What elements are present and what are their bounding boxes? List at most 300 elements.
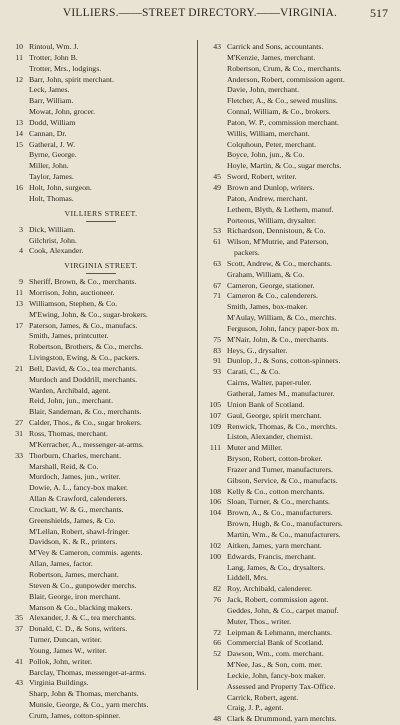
directory-entry: [204, 541, 396, 552]
entry-text: Rintoul, Wm. J.: [29, 42, 79, 51]
directory-entry: [204, 270, 396, 281]
entry-text: Pollok, John, writer.: [29, 656, 93, 666]
entry-text: Union Bank of Scotland.: [227, 399, 305, 409]
entry-text: Davidson, K. & R., printers.: [29, 537, 118, 547]
entry-text: Murdoch and Doddrill, merchants.: [29, 374, 138, 384]
directory-entry: [8, 353, 194, 364]
entry-text: Allan & Crawford, calenderers.: [29, 494, 128, 504]
entry-text: Heys, G., drysalter.: [227, 345, 288, 355]
entry-text: Willis, William, merchant.: [227, 128, 310, 138]
entry-text: Edwards, Francis, merchant.: [227, 551, 316, 561]
street-number: 102: [209, 540, 221, 550]
entry-text: Anderson, Robert, commission agent.: [227, 74, 345, 84]
directory-entry: [204, 649, 396, 660]
directory-entry: [204, 205, 396, 216]
directory-entry: [204, 42, 396, 53]
directory-entry: [8, 494, 194, 505]
street-number: 72: [213, 627, 221, 637]
entry-text: Barr, John, spirit merchant.: [29, 74, 115, 84]
street-number: 83: [213, 345, 221, 355]
directory-entry: [8, 407, 194, 418]
directory-entry: [204, 422, 396, 433]
directory-entry: [8, 386, 194, 397]
entry-text: Crum, James, cotton-spinner.: [29, 710, 121, 720]
directory-entry: [204, 465, 396, 476]
entry-text: Alexander, J. & C., tea merchants.: [29, 613, 137, 623]
entry-text: Gibson, Service, & Co., manufacts.: [227, 475, 338, 485]
entry-text: Liston, Alexander, chemist.: [227, 432, 313, 442]
entry-text: Robertson, Brothers, & Co., merchs.: [29, 342, 144, 352]
street-number: 15: [15, 139, 23, 149]
entry-text: Gatheral, J. W.: [29, 139, 76, 149]
entry-text: Geddes, John, & Co., carpet manuf.: [227, 605, 339, 615]
directory-entry: [8, 310, 194, 321]
directory-entry: [8, 603, 194, 614]
entry-text: Carati, C., & Co.: [227, 367, 281, 377]
directory-entry: [204, 378, 396, 389]
street-number: 106: [209, 497, 221, 507]
directory-entry: [204, 628, 396, 639]
directory-entry: [204, 194, 396, 205]
directory-entry: [8, 364, 194, 375]
entry-text: Trotter, John B.: [29, 52, 78, 62]
street-number: 4: [19, 246, 23, 256]
street-number: 12: [15, 74, 23, 84]
directory-entry: [8, 140, 194, 151]
entry-text: M'Ewing, John, & Co., sugar-brokers.: [29, 309, 148, 319]
heading-rule: [86, 221, 116, 222]
directory-entry: [8, 472, 194, 483]
directory-entry: [204, 454, 396, 465]
entry-text: Livingston, Ewing, & Co., packers.: [29, 353, 140, 363]
entry-text: Fletcher, A., & Co., sewed muslins.: [227, 96, 338, 106]
entry-text: Dawson, Wm., com. merchant.: [227, 649, 324, 659]
street-number: 71: [213, 291, 221, 301]
directory-entry: [8, 689, 194, 700]
entry-text: Dick, William.: [29, 224, 76, 234]
entry-text: Brown, Hugh, & Co., manufacturers.: [227, 519, 343, 529]
entry-text: Clark & Drummond, yarn merchts.: [227, 714, 337, 724]
directory-entry: [204, 216, 396, 227]
street-number: 61: [213, 237, 221, 247]
entry-text: Allan, James, factor.: [29, 559, 93, 569]
entry-text: Frazer and Turner, manufacturers.: [227, 464, 333, 474]
entry-text: Sharp, John & Thomas, merchants.: [29, 689, 139, 699]
street-number: 52: [213, 649, 221, 659]
entry-text: Steven & Co., gunpowder merchs.: [29, 580, 137, 590]
directory-entry: [204, 248, 396, 259]
entry-text: Hoyle, Martin, & Co., sugar merchs.: [227, 161, 342, 171]
directory-entry: [204, 714, 396, 725]
entry-text: Leck, James.: [29, 85, 70, 95]
street-number: 111: [209, 443, 221, 453]
directory-entry: [204, 356, 396, 367]
entry-text: Smith, James, printcutter.: [29, 331, 109, 341]
directory-entry: [8, 64, 194, 75]
entry-text: Brown, A., & Co., manufacturers.: [227, 508, 333, 518]
street-number: 11: [15, 288, 23, 298]
street-heading: VIRGINIA STREET.: [64, 261, 138, 271]
entry-text: Lethem, Blyth, & Lethem, manuf.: [227, 204, 334, 214]
directory-entry: [8, 150, 194, 161]
entry-text: Cannan, Dr.: [29, 128, 67, 138]
street-heading: VILLIERS STREET.: [64, 208, 138, 218]
right-column: [204, 42, 396, 725]
directory-entry: [8, 107, 194, 118]
street-number: 93: [213, 367, 221, 377]
entry-text: Colquhoun, Peter, merchant.: [227, 139, 317, 149]
directory-entry: [204, 183, 396, 194]
directory-entry: [204, 140, 396, 151]
street-number: 21: [15, 363, 23, 373]
directory-entry: [204, 107, 396, 118]
directory-entry: [8, 635, 194, 646]
street-number: 31: [15, 429, 23, 438]
entry-text: Jack, Robert, commission agent.: [227, 595, 329, 605]
street-number: 100: [209, 551, 221, 561]
entry-text: Calder, Thos., & Co., sugar brokers.: [29, 418, 142, 428]
left-column: [8, 42, 194, 722]
directory-entry: [204, 96, 396, 107]
entry-text: Dodd, William: [29, 117, 76, 127]
entry-text: Cameron, George, stationer.: [227, 280, 315, 290]
entry-text: Sloan, Turner, & Co., merchants.: [227, 497, 330, 507]
entry-text: Bryson, Robert, cotton-broker.: [227, 454, 323, 464]
street-number: 66: [213, 638, 221, 648]
directory-entry: [204, 519, 396, 530]
directory-entry: [204, 129, 396, 140]
directory-entry: [204, 573, 396, 584]
entry-text: Virginia Buildings.: [29, 678, 89, 688]
directory-entry: [204, 638, 396, 649]
street-number: 9: [19, 277, 23, 287]
directory-entry: [204, 487, 396, 498]
entry-text: Mowat, John, grocer.: [29, 107, 96, 117]
directory-entry: [204, 172, 396, 183]
directory-entry: [204, 75, 396, 86]
directory-entry: [8, 657, 194, 668]
directory-entry: [204, 595, 396, 606]
directory-entry: [8, 299, 194, 310]
entry-text: Renwick, Thomas, & Co., merchts.: [227, 421, 338, 431]
street-number: 67: [213, 280, 221, 290]
entry-text: packers.: [234, 248, 260, 258]
entry-text: Richardson, Dennistoun, & Co.: [227, 226, 326, 236]
directory-entry: [8, 451, 194, 462]
directory-entry: [8, 668, 194, 679]
directory-entry: [204, 693, 396, 704]
entry-text: Smith, James, box-maker.: [227, 302, 308, 312]
entry-text: Wilson, M'Mutrie, and Paterson,: [227, 237, 329, 247]
directory-entry: [8, 75, 194, 86]
entry-text: Thorburn, Charles, merchant.: [29, 450, 122, 460]
entry-text: Gilchrist, John.: [29, 235, 77, 245]
entry-text: Paton, W. P., commission merchant.: [227, 117, 339, 127]
directory-entry: [8, 85, 194, 96]
street-number: 43: [213, 42, 221, 51]
directory-entry: [204, 118, 396, 129]
directory-entry: [8, 183, 194, 194]
entry-text: Sheriff, Brown, & Co., merchants.: [29, 277, 137, 287]
street-number: 41: [15, 656, 23, 666]
directory-entry: [204, 259, 396, 270]
street-number: 27: [15, 418, 23, 428]
directory-entry: [204, 584, 396, 595]
entry-text: Taylor, James.: [29, 172, 74, 182]
entry-text: Paterson, James, & Co., manufacs.: [29, 320, 138, 330]
entry-text: Cairns, Walter, paper-ruler.: [227, 378, 312, 388]
entry-text: Barr, William.: [29, 96, 74, 106]
entry-text: Marshall, Reid, & Co.: [29, 461, 99, 471]
entry-text: Dowie, A. L., fancy-box maker.: [29, 483, 128, 493]
entry-text: Robertson, Crum, & Co., merchants.: [227, 63, 342, 73]
street-number: 48: [213, 714, 221, 724]
entry-text: Assessed and Property Tax-Office.: [227, 681, 336, 691]
entry-text: Munsie, George, & Co., yarn merchts.: [29, 700, 149, 710]
directory-entry: [8, 288, 194, 299]
street-number: 49: [213, 182, 221, 192]
street-number: 11: [15, 52, 23, 62]
directory-entry: [8, 194, 194, 205]
directory-entry: [204, 660, 396, 671]
directory-entry: [8, 236, 194, 247]
directory-entry: [204, 335, 396, 346]
entry-text: Trotter, Mrs., lodgings.: [29, 63, 102, 73]
directory-entry: [8, 129, 194, 140]
directory-entry: [8, 570, 194, 581]
entry-text: Leckie, John, fancy-box maker.: [227, 670, 326, 680]
street-number: 13: [15, 298, 23, 308]
directory-entry: [204, 400, 396, 411]
entry-text: Aitken, James, yarn merchant.: [227, 540, 322, 550]
directory-entry: [8, 505, 194, 516]
entry-text: Brown and Dunlop, writers.: [227, 182, 315, 192]
directory-entry: [204, 671, 396, 682]
directory-entry: [204, 64, 396, 75]
entry-text: Morrison, John, auctioneer.: [29, 288, 115, 298]
entry-text: Blair, Sandeman, & Co., merchants.: [29, 407, 142, 417]
street-number: 45: [213, 172, 221, 182]
street-number: 35: [15, 613, 23, 623]
directory-entry: [8, 225, 194, 236]
directory-entry: [8, 537, 194, 548]
street-number: 107: [209, 410, 221, 420]
directory-entry: [204, 291, 396, 302]
running-title: VILLIERS.——STREET DIRECTORY.——VIRGINIA.: [62, 7, 338, 19]
street-number: 109: [209, 421, 221, 431]
entry-text: Porteous, William, drysalter.: [227, 215, 316, 225]
entry-text: Cook, Alexander.: [29, 246, 84, 256]
heading-rule: [86, 273, 116, 274]
entry-text: Blair, George, iron merchant.: [29, 591, 121, 601]
directory-entry: [204, 226, 396, 237]
directory-entry: [204, 508, 396, 519]
directory-entry: [8, 321, 194, 332]
directory-entry: [8, 462, 194, 473]
entry-text: Paton, Andrew, merchant.: [227, 193, 308, 203]
street-number: 16: [15, 182, 23, 192]
directory-entry: [8, 161, 194, 172]
street-number: 13: [15, 117, 23, 127]
directory-entry: [204, 606, 396, 617]
entry-text: Manson & Co., blacking makers.: [29, 602, 133, 612]
column-divider: [197, 40, 198, 690]
directory-entry: [8, 527, 194, 538]
entry-text: Gaul, George, spirit merchant.: [227, 410, 322, 420]
directory-entry: [204, 346, 396, 357]
directory-entry: [204, 432, 396, 443]
street-number: 53: [213, 226, 221, 236]
directory-entry: [204, 313, 396, 324]
entry-text: Roy, Archibald, calenderer.: [227, 584, 313, 594]
entry-text: Ross, Thomas, merchant.: [29, 429, 108, 438]
directory-entry: [204, 682, 396, 693]
street-number: 43: [15, 678, 23, 688]
entry-text: Davie, John, merchant.: [227, 85, 300, 95]
entry-text: Crockatt, W. & G., merchants.: [29, 504, 124, 514]
entry-text: Muter, Thos., writer.: [227, 616, 292, 626]
entry-text: Gatheral, James M., manufacturer.: [227, 389, 335, 398]
entry-text: Holt, John, surgeon.: [29, 182, 92, 192]
entry-text: Cameron & Co., calenderers.: [227, 291, 318, 301]
entry-text: M'Kerracher, A., messenger-at-arms.: [29, 439, 144, 449]
directory-entry: [204, 150, 396, 161]
entry-text: Graham, William, & Co.: [227, 269, 305, 279]
entry-text: M'Aulay, William, & Co., merchts.: [227, 313, 337, 323]
street-number: 82: [213, 584, 221, 594]
entry-text: Murdoch, James, jun., writer.: [29, 472, 121, 482]
directory-entry: [8, 592, 194, 603]
street-number: 91: [213, 356, 221, 366]
page-number: 517: [370, 6, 388, 20]
entry-text: Reid, John, jun., merchant.: [29, 396, 114, 406]
entry-text: Barclay, Thomas, messenger-at-arms.: [29, 667, 147, 677]
entry-text: Scott, Andrew, & Co., merchants.: [227, 258, 332, 268]
street-number: 17: [15, 320, 23, 330]
directory-entry: [8, 118, 194, 129]
directory-entry: [8, 624, 194, 635]
directory-entry: [8, 418, 194, 429]
directory-entry: [204, 476, 396, 487]
directory-entry: [8, 246, 194, 257]
directory-entry: [8, 700, 194, 711]
street-number: 76: [213, 595, 221, 605]
directory-entry: [8, 440, 194, 451]
directory-entry: [204, 411, 396, 422]
entry-text: Miller, John.: [29, 161, 69, 171]
directory-entry: [8, 559, 194, 570]
directory-entry: [8, 581, 194, 592]
entry-text: Holt, Thomas.: [29, 193, 74, 203]
directory-entry: [8, 96, 194, 107]
entry-text: Williamson, Stephen, & Co.: [29, 298, 118, 308]
entry-text: Craig, J. P., agent.: [227, 703, 284, 713]
directory-entry: [8, 516, 194, 527]
entry-text: Dunlop, J., & Sons, cotton-spinners.: [227, 356, 341, 366]
street-number: 10: [15, 42, 23, 51]
entry-text: Leipman & Lehmann, merchants.: [227, 627, 333, 637]
directory-entry: [204, 563, 396, 574]
directory-entry: [204, 85, 396, 96]
directory-entry: [204, 703, 396, 714]
entry-text: Donald, C. D., & Sons, writers.: [29, 624, 128, 634]
entry-text: Connal, William, & Co., brokers.: [227, 107, 331, 117]
entry-text: Liddell, Mrs.: [227, 573, 268, 583]
entry-text: Martin, Wm., & Co., manufacturers.: [227, 529, 341, 539]
directory-entry: [8, 172, 194, 183]
entry-text: Bell, David, & Co., tea merchants.: [29, 363, 137, 373]
directory-entry: [8, 613, 194, 624]
directory-entry: [8, 646, 194, 657]
directory-entry: [8, 396, 194, 407]
directory-entry: [8, 331, 194, 342]
entry-text: M'Vey & Cameron, commis. agents.: [29, 548, 143, 558]
entry-text: Lang, James, & Co., drysalters.: [227, 562, 326, 572]
directory-entry: [8, 711, 194, 722]
entry-text: Muter and Miller.: [227, 443, 283, 453]
directory-entry: [204, 237, 396, 248]
directory-entry: [204, 161, 396, 172]
street-number: 3: [19, 224, 23, 234]
directory-entry: [8, 42, 194, 53]
street-number: 33: [15, 450, 23, 460]
directory-entry: [204, 617, 396, 628]
entry-text: Boyce, John, jun., & Co.: [227, 150, 305, 160]
directory-entry: [204, 443, 396, 454]
entry-text: Commercial Bank of Scotland.: [227, 638, 324, 648]
street-number: 104: [209, 508, 221, 518]
entry-text: M'Nee, Jas., & Son, com. mer.: [227, 660, 323, 670]
page-header: [0, 0, 400, 30]
street-number: 37: [15, 624, 23, 634]
entry-text: Warden, Archibald, agent.: [29, 385, 111, 395]
entry-text: M'Nair, John, & Co., merchants.: [227, 334, 329, 344]
directory-entry: [8, 429, 194, 440]
entry-text: M'Kenzie, James, merchant.: [227, 52, 316, 62]
street-number: 63: [213, 258, 221, 268]
entry-text: Kelly & Co., cotton merchants.: [227, 486, 325, 496]
directory-entry: [204, 281, 396, 292]
directory-entry: [8, 342, 194, 353]
directory-entry: [8, 678, 194, 689]
entry-text: M'Lellan, Robert, shawl-fringer.: [29, 526, 130, 536]
street-number: 75: [213, 334, 221, 344]
directory-entry: [204, 552, 396, 563]
directory-entry: [204, 389, 396, 400]
entry-text: Ferguson, John, fancy paper-box m.: [227, 323, 340, 333]
directory-entry: [204, 367, 396, 378]
directory-entry: [8, 53, 194, 64]
directory-entry: [204, 530, 396, 541]
entry-text: Young, James W., writer.: [29, 645, 107, 655]
entry-text: Byrne, George.: [29, 150, 77, 160]
entry-text: Sword, Robert, writer.: [227, 172, 297, 182]
directory-entry: [204, 324, 396, 335]
entry-text: Carrick and Sons, accountants.: [227, 42, 324, 51]
street-number: 108: [209, 486, 221, 496]
directory-entry: [204, 302, 396, 313]
directory-entry: [204, 497, 396, 508]
street-number: 14: [15, 128, 23, 138]
entry-text: Greenshields, James, & Co.: [29, 515, 116, 525]
directory-entry: [8, 277, 194, 288]
directory-entry: [204, 53, 396, 64]
street-number: 105: [209, 399, 221, 409]
directory-entry: [8, 548, 194, 559]
directory-entry: [8, 483, 194, 494]
directory-entry: [8, 375, 194, 386]
entry-text: Robertson, James, merchant.: [29, 569, 119, 579]
